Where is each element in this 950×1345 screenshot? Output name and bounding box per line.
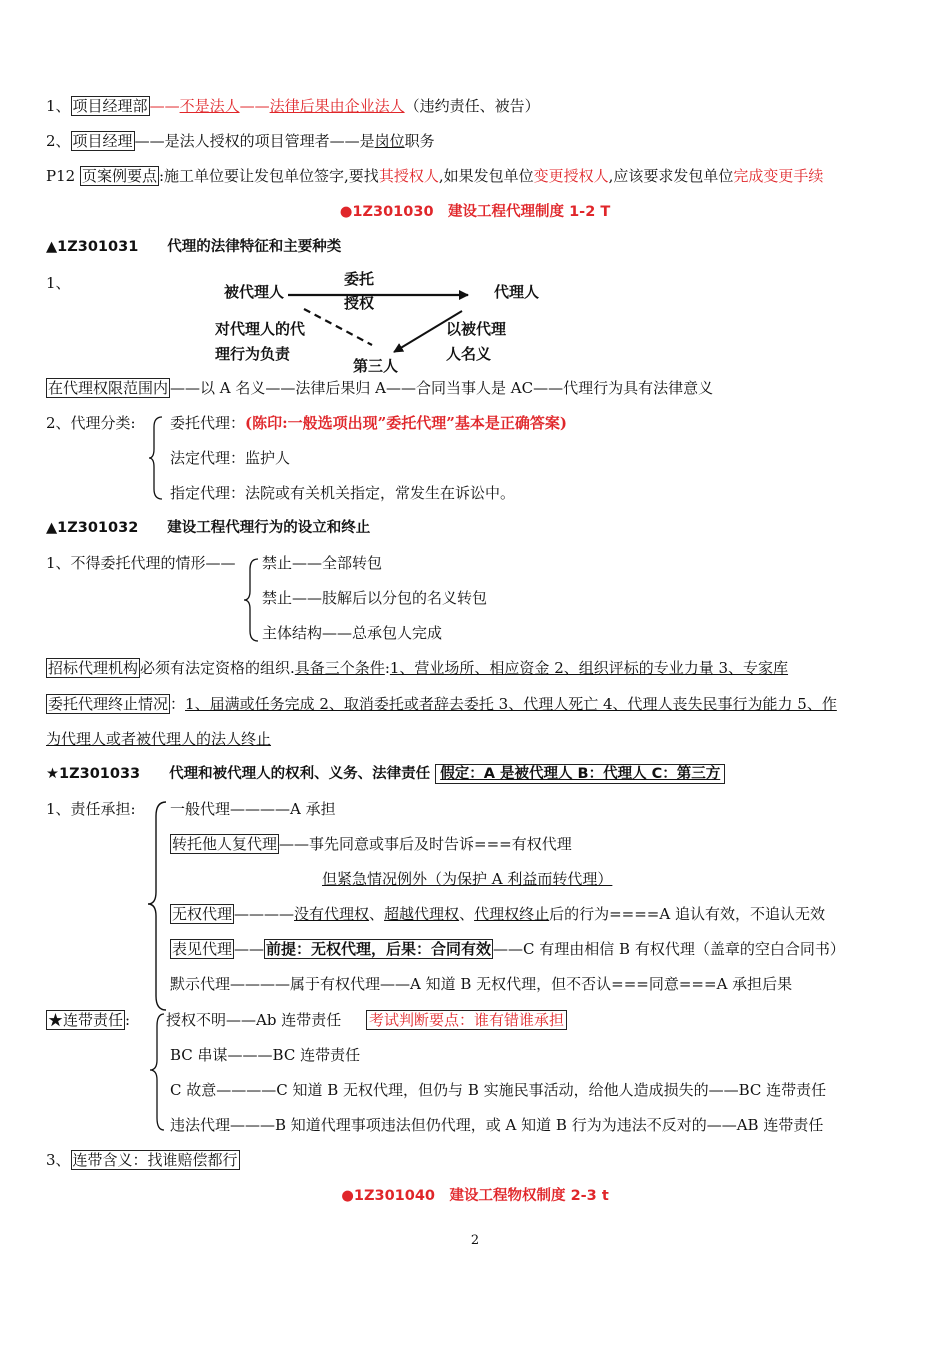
boxed-term: 无权代理 bbox=[172, 905, 233, 923]
boxed-term: ★连带责任 bbox=[48, 1011, 124, 1029]
line-1 bbox=[46, 96, 540, 116]
text: ,应该要求发包单位 bbox=[608, 167, 734, 185]
red-text: 变更授权人 bbox=[533, 167, 609, 185]
underlined-text: 代理权终止 bbox=[474, 905, 550, 923]
red-text: 不是法人 bbox=[179, 97, 240, 115]
underlined-text: 没有代理权 bbox=[294, 905, 370, 923]
dash: —— bbox=[234, 940, 265, 958]
item-number: 2、 bbox=[46, 132, 71, 150]
underlined-text: 为代理人或者被代理人的法人终止 bbox=[46, 730, 272, 748]
line-8 bbox=[46, 694, 837, 714]
dash: ———— bbox=[234, 905, 295, 923]
red-text: 法律后果由企业法人 bbox=[269, 97, 405, 115]
responsibility-dashed-line bbox=[304, 309, 372, 345]
text: 必须有法定资格的组织. bbox=[140, 659, 295, 677]
responsibility-item bbox=[170, 939, 845, 959]
classification-item: 指定代理：法院或有关机关指定，常发生在诉讼中。 bbox=[170, 484, 516, 502]
text: ——事先同意或事后及时告诉===有权代理 bbox=[279, 835, 572, 853]
responsibility-item: 默示代理————属于有权代理——A 知道 B 无权代理，但不否认===同意===A 承担后果 bbox=[170, 975, 793, 993]
red-text: 完成变更手续 bbox=[733, 167, 824, 185]
dash: —— bbox=[149, 97, 180, 115]
text: 后的行为====A 追认有效，不追认无效 bbox=[549, 905, 825, 923]
text: （违约责任、被告） bbox=[404, 97, 540, 115]
agency-diagram bbox=[200, 265, 560, 380]
underlined-text: 岗位 bbox=[374, 132, 405, 150]
joint-item bbox=[166, 1010, 567, 1030]
text: ,如果发包单位 bbox=[438, 167, 534, 185]
text: ： bbox=[170, 695, 186, 713]
line-2 bbox=[46, 131, 435, 151]
responsibility-label: 对代理人的代 bbox=[215, 320, 306, 338]
list-item: 主体结构——总承包人完成 bbox=[262, 624, 443, 642]
boxed-term: 在代理权限范围内 bbox=[48, 379, 169, 397]
boxed-term: 表见代理 bbox=[172, 940, 233, 958]
entrust-label: 委托 bbox=[344, 270, 375, 288]
separator: 、 bbox=[459, 905, 475, 923]
boxed-term: 委托代理终止情况 bbox=[48, 695, 169, 713]
classification-item bbox=[170, 413, 567, 433]
subsection-heading: ▲1Z301032 建设工程代理行为的设立和终止 bbox=[46, 520, 371, 536]
joint-item: BC 串谋———BC 连带责任 bbox=[170, 1046, 361, 1064]
boxed-term: 项目经理部 bbox=[72, 97, 148, 115]
item-number: 1、 bbox=[46, 97, 71, 115]
underlined-text: 1、营业场所、相应资金 2、组织评标的专业力量 3、专家库 bbox=[389, 659, 789, 677]
bold-boxed-term: 前提：无权代理，后果：合同有效 bbox=[266, 940, 492, 958]
separator: : bbox=[125, 1011, 131, 1029]
in-name-label-2: 人名义 bbox=[446, 345, 492, 363]
classification-item: 法定代理：监护人 bbox=[170, 449, 291, 467]
responsibility-label-2: 理行为负责 bbox=[215, 345, 291, 363]
line-3 bbox=[46, 166, 823, 186]
item-number: 1、不得委托代理的情形—— bbox=[46, 554, 236, 572]
red-text: 其授权人 bbox=[378, 167, 439, 185]
boxed-term: 转托他人复代理 bbox=[172, 835, 278, 853]
text: : bbox=[384, 659, 390, 677]
underlined-text: 超越代理权 bbox=[384, 905, 460, 923]
brace-icon bbox=[148, 1012, 168, 1132]
line-7 bbox=[46, 658, 788, 678]
underlined-text: 具备三个条件 bbox=[294, 659, 385, 677]
responsibility-item bbox=[170, 904, 825, 924]
line-4 bbox=[46, 378, 713, 398]
joint-item: C 故意————C 知道 B 无权代理，但仍与 B 实施民事活动，给他人造成损失的——BC 连带责任 bbox=[170, 1081, 827, 1099]
section-heading: ●1Z301030 建设工程代理制度 1-2 T bbox=[339, 204, 611, 220]
third-party-label: 第三人 bbox=[353, 357, 399, 375]
text: ——以 A 名义——法律后果归 A——合同当事人是 AC——代理行为具有法律意义 bbox=[170, 379, 714, 397]
brace-icon bbox=[148, 415, 166, 501]
separator: 、 bbox=[369, 905, 385, 923]
text: 授权不明——Ab 连带责任 bbox=[166, 1011, 342, 1029]
underlined-text: 1、届满或任务完成 2、取消委托或者辞去委托 3、代理人死亡 4、代理人丧失民事行为能力 5、作 bbox=[185, 695, 837, 713]
responsibility-item: 一般代理————A 承担 bbox=[170, 800, 336, 818]
line-9 bbox=[46, 1150, 240, 1170]
text: 职务 bbox=[404, 132, 435, 150]
text: ——是法人授权的项目管理者——是 bbox=[134, 132, 375, 150]
joint-item: 违法代理———B 知道代理事项违法但仍代理，或 A 知道 B 行为为违法不反对的——AB 连带责任 bbox=[170, 1116, 824, 1134]
page-ref: P12 bbox=[46, 167, 76, 185]
responsibility-item bbox=[170, 834, 572, 854]
boxed-term: 项目经理 bbox=[72, 132, 133, 150]
brace-icon bbox=[242, 557, 260, 643]
boxed-term: 页案例要点 bbox=[81, 167, 157, 185]
red-note: (陈印:一般选项出现”委托代理”基本是正确答案) bbox=[245, 414, 568, 432]
subsection-heading: ▲1Z301031 代理的法律特征和主要种类 bbox=[46, 239, 342, 255]
text: ——C 有理由相信 B 有权代理（盖章的空白合同书） bbox=[493, 940, 845, 958]
assumption-box: 假定：A 是被代理人 B：代理人 C：第三方 bbox=[435, 764, 725, 784]
item-number: 1、 bbox=[46, 274, 71, 292]
boxed-term: 连带含义：找谁赔偿都行 bbox=[72, 1151, 238, 1169]
authorize-label: 授权 bbox=[344, 294, 375, 312]
list-item: 禁止——全部转包 bbox=[262, 554, 383, 572]
heading-text: ★1Z301033 代理和被代理人的权利、义务、法律责任 bbox=[46, 766, 431, 782]
in-name-label: 以被代理 bbox=[446, 320, 507, 338]
text: :施工单位要让发包单位签字,要找 bbox=[158, 167, 379, 185]
list-item: 禁止——肢解后以分包的名义转包 bbox=[262, 589, 488, 607]
agent-label: 代理人 bbox=[494, 283, 540, 301]
responsibility-exception: 但紧急情况例外（为保护 A 利益而转代理） bbox=[322, 870, 613, 888]
section-heading: ●1Z301040 建设工程物权制度 2-3 t bbox=[341, 1188, 609, 1204]
exam-tip-box: 考试判断要点：谁有错谁承担 bbox=[366, 1010, 567, 1030]
item-number: 2、代理分类: bbox=[46, 414, 136, 432]
item-number: 3、 bbox=[46, 1151, 71, 1169]
joint-liability-label bbox=[46, 1010, 130, 1030]
brace-icon bbox=[146, 800, 170, 1012]
boxed-term: 招标代理机构 bbox=[48, 659, 139, 677]
principal-label: 被代理人 bbox=[224, 283, 285, 301]
item-number: 1、责任承担: bbox=[46, 800, 136, 818]
text: 委托代理： bbox=[170, 414, 246, 432]
subsection-heading bbox=[46, 764, 725, 784]
page-number: 2 bbox=[470, 1233, 480, 1248]
dash: —— bbox=[239, 97, 270, 115]
line-8-cont bbox=[46, 729, 271, 749]
